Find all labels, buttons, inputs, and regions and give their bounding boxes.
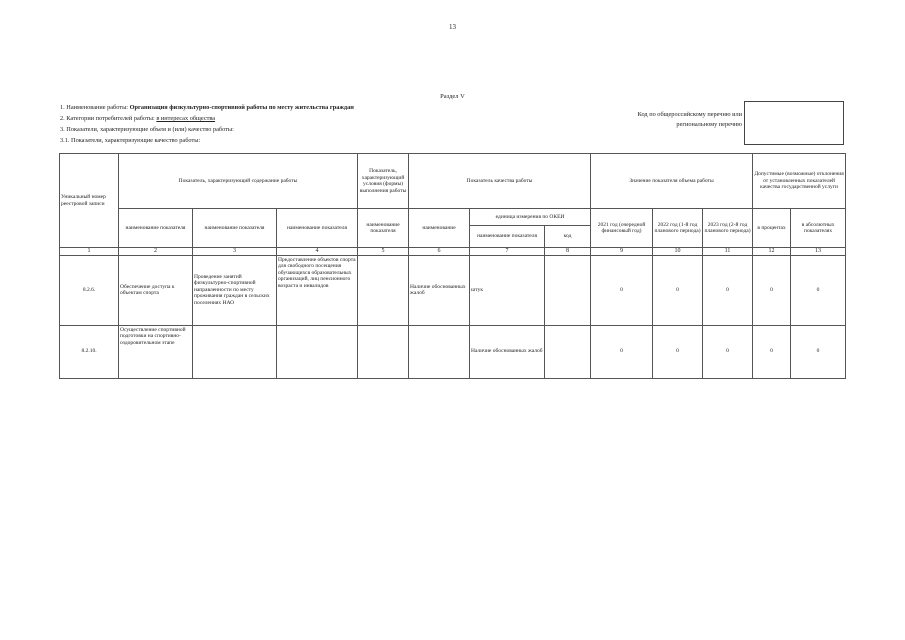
col-num: 13	[791, 248, 846, 256]
row-cell: Наличие обоснованных жалоб	[470, 325, 545, 378]
code-box	[744, 101, 844, 145]
header-absolute: в абсолютных показателях	[791, 209, 846, 248]
header-deviation: Допустимые (возможные) отклонения от установленных показателей качества государственной услуги	[753, 154, 846, 209]
header-volume: Значение показателя объема работы	[591, 154, 753, 209]
col-num: 10	[653, 248, 703, 256]
col-num: 7	[470, 248, 545, 256]
header-name: наименование	[409, 209, 470, 248]
quality-table	[59, 153, 846, 379]
row-cell: 0	[653, 255, 703, 325]
row-cell: Обеспечение доступа к объектам спорта	[119, 255, 193, 325]
row-cell: 0	[753, 325, 791, 378]
row-cell	[358, 255, 409, 325]
row-cell: 0	[653, 325, 703, 378]
row-cell: Проведение занятий физкультурно-спортивной направленности по месту проживания граждан в сельских поселениях НАО	[193, 255, 277, 325]
header-unit-name: наименование показателя	[470, 226, 545, 248]
consumer-category-label: 2. Категории потребителей работы:	[60, 115, 155, 122]
code-label: Код по общероссийскому перечню или региональному перечню	[637, 111, 742, 128]
row-cell: Наличие обоснованных жалоб	[409, 255, 470, 325]
header-name-indicator-4: наименование показателя	[358, 209, 409, 248]
page-number: 13	[449, 23, 456, 31]
table-row	[60, 255, 846, 325]
row-cell: 0	[791, 325, 846, 378]
header-name-indicator-3: наименование показателя	[277, 209, 358, 248]
header-name-indicator-2: наименование показателя	[193, 209, 277, 248]
row-cell	[277, 325, 358, 378]
work-name-line	[60, 104, 354, 111]
row-cell	[358, 325, 409, 378]
row-cell: 0	[703, 255, 753, 325]
row-cell: 0	[753, 255, 791, 325]
header-conditions: Показатель, характеризующий условия (формы) выполнения работы	[358, 154, 409, 209]
row-cell	[193, 325, 277, 378]
row-cell	[545, 255, 591, 325]
header-content: Показатель, характеризующий содержание работы	[119, 154, 358, 209]
row-cell: Предоставление объектов спорта для свободного посещения обучающихся образовательных организаций, лиц пенсионного возраста и инвалидов	[277, 255, 358, 325]
consumer-category-line	[60, 115, 215, 122]
consumer-category-value: в интересах общества	[156, 115, 216, 122]
indicators-heading: 3. Показатели, характеризующие объем и (или) качество работы:	[60, 126, 234, 133]
col-num: 3	[193, 248, 277, 256]
col-num: 6	[409, 248, 470, 256]
header-unique-number: Уникальный номер реестровой записи	[60, 154, 119, 248]
col-num: 9	[591, 248, 653, 256]
table-row	[60, 325, 846, 378]
row-cell	[545, 325, 591, 378]
header-2022: 2022 год (1-й год планового периода)	[653, 209, 703, 248]
header-percent: в процентах	[753, 209, 791, 248]
col-num: 1	[60, 248, 119, 256]
header-2023: 2023 год (2-й год планового периода)	[703, 209, 753, 248]
header-quality: Показатель качества работы	[409, 154, 591, 209]
column-numbers-row	[60, 248, 846, 256]
header-code: код	[545, 226, 591, 248]
row-cell: штук	[470, 255, 545, 325]
header-name-indicator-1: наименование показателя	[119, 209, 193, 248]
header-row-2	[60, 209, 846, 226]
col-num: 2	[119, 248, 193, 256]
col-num: 4	[277, 248, 358, 256]
col-num: 11	[703, 248, 753, 256]
quality-indicators-heading: 3.1. Показатели, характеризующие качество работы:	[60, 137, 201, 144]
work-name-label: 1. Наименование работы:	[60, 104, 129, 111]
row-cell: Осуществление спортивной подготовки на спортивно-оздоровительном этапе	[119, 325, 193, 378]
header-row-1	[60, 154, 846, 209]
col-num: 5	[358, 248, 409, 256]
row-cell: 0	[703, 325, 753, 378]
header-2021: 2021 год (очередной финансовый год)	[591, 209, 653, 248]
col-num: 12	[753, 248, 791, 256]
row-cell: 0	[791, 255, 846, 325]
row-id: 8.2.6.	[60, 255, 119, 325]
header-unit: единица измерения по ОКЕИ	[470, 209, 591, 226]
section-title: Раздел V	[440, 93, 465, 100]
col-num: 8	[545, 248, 591, 256]
row-cell	[409, 325, 470, 378]
row-cell: 0	[591, 325, 653, 378]
work-name-value: Организация физкультурно-спортивной работы по месту жительства граждан	[129, 104, 354, 111]
row-id: 8.2.10.	[60, 325, 119, 378]
row-cell: 0	[591, 255, 653, 325]
